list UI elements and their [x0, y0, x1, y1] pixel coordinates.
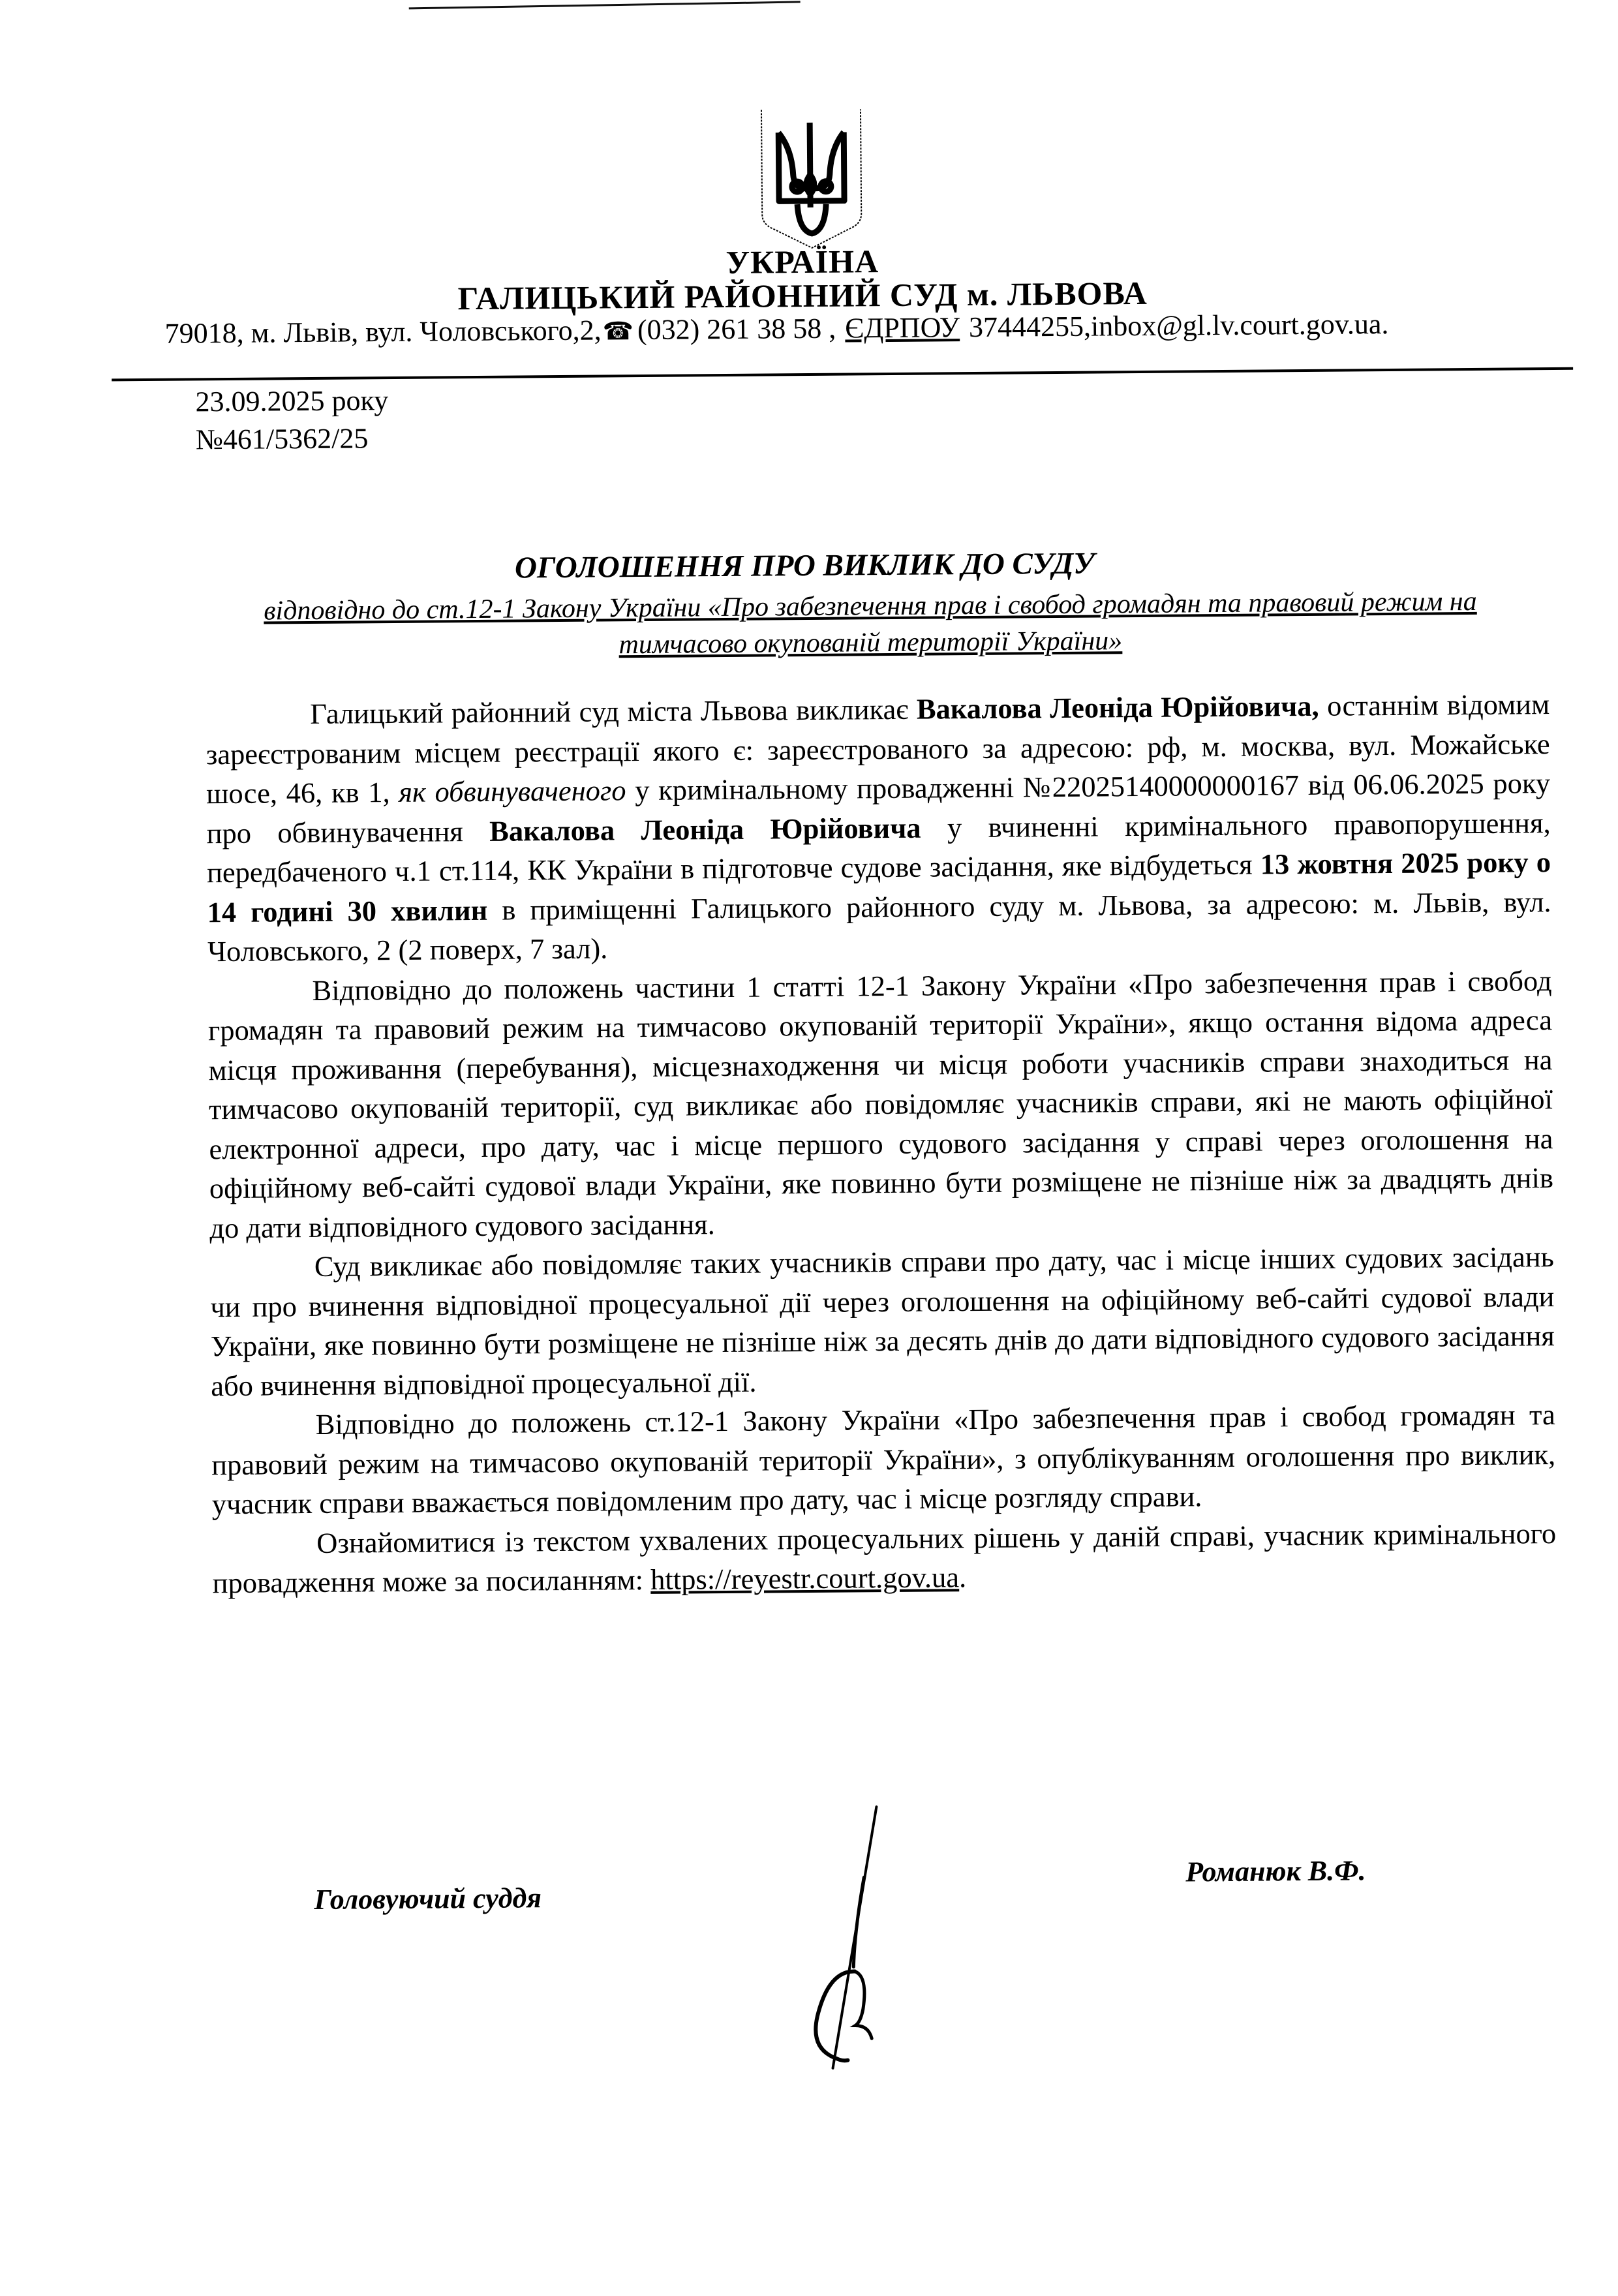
text-fragment: в приміщенні Галицького районного суду м. Львова, за адресою: м. Львів, вул. Чоловського, 2 (2 поверх, 7 зал).: [207, 885, 1551, 968]
document-meta: [195, 382, 389, 459]
accused-name: Вакалова Леоніда Юрійовича,: [916, 689, 1319, 726]
paragraph-notification-effect: Відповідно до положень ст.12-1 Закону України «Про забезпечення прав і свобод громадян та правовий режим на тимчасово окупованій території України», з опублікуванням оголошення про виклик, учасник справи вважається повідомленим про дату, час і місце розгляду справи.: [211, 1398, 1556, 1521]
outgoing-number: №461/5362/25: [195, 422, 369, 456]
phone-icon: ☎: [602, 318, 634, 346]
notice-legal-basis: відповідно до ст.12-1 Закону України «Про забезпечення прав і свобод громадян та правовий режим на тимчасово окупованій території України»: [264, 586, 1477, 660]
text-fragment: останнім відомим зареєстрованим місцем реєстрації якого є: зареєстрованого за адресою: рф, м. москва, вул. Можайське шосе, 46, кв 1,: [206, 688, 1550, 810]
scan-edge-line: [409, 1, 801, 9]
paragraph-summons: [206, 684, 1551, 972]
court-name-heading: ГАЛИЦЬКИЙ РАЙОННИЙ СУД м. ЛЬВОВА: [457, 274, 1148, 317]
accused-name: Вакалова Леоніда Юрійовича: [489, 811, 921, 848]
signer-position: Головуючий суддя: [314, 1882, 542, 1916]
edrpou-label: ЄДРПОУ: [845, 311, 960, 344]
court-address: 79018, м. Львів, вул. Чоловського,2,: [164, 314, 602, 350]
notice-body: [206, 684, 1557, 1603]
court-phone: (032) 261 38 58 ,: [637, 312, 836, 346]
registry-link[interactable]: https://reyestr.court.gov.ua: [650, 1561, 960, 1596]
handwritten-signature-icon: [736, 1800, 934, 2075]
text-fragment: .: [958, 1561, 967, 1594]
paragraph-legal-basis: Відповідно до положень частини 1 статті 12-1 Закону України «Про забезпечення прав і свобод громадян та правовий режим на тимчасово окупованій території України», якщо остання відома адреса місця проживання (перебування), місцезнаходження чи місця роботи учасників справи знаходиться на тимчасово окупованій території, суд викликає або повідомляє учасників справи, які не мають офіційної електронної адреси, про дату, час і місце першого судового засідання у справі через оголошення на офіційному веб-сайті судової влади України, яке повинно бути розміщене не пізніше ніж за двадцять днів до дати відповідного судового засідання.: [207, 964, 1554, 1244]
text-fragment: Ознайомитися із текстом ухвалених процесуальних рішень у даній справі, учасник кримінального провадження може за посиланням:: [212, 1516, 1557, 1600]
header-divider: [112, 367, 1573, 382]
text-fragment: Галицький районний суд міста Львова викликає: [310, 692, 917, 730]
paragraph-other-hearings: Суд викликає або повідомляє таких учасників справи про дату, час і місце інших судових засідань чи про вчинення відповідної процесуальної дії через оголошення на офіційному веб-сайті судової влади України, яке повинно бути розміщене не пізніше ніж за десять днів до дати відповідного судового засідання або вчинення відповідної процесуальної дії.: [210, 1240, 1555, 1402]
text-fragment: у вчиненні кримінального правопорушення, передбаченого ч.1 ст.114, КК України в підготовче судове засідання, яке відбудеться: [206, 806, 1551, 889]
hearing-datetime: 13 жовтня 2025 року о 14 годині 30 хвилин: [207, 846, 1551, 928]
text-fragment: у кримінальному провадженні №22025140000000167 від 06.06.2025 року про обвинувачення: [206, 767, 1551, 850]
signer-name: Романюк В.Ф.: [1185, 1854, 1366, 1888]
paragraph-registry-link: [212, 1514, 1557, 1603]
document-date: 23.09.2025 року: [195, 384, 389, 418]
tryzub-coat-of-arms-icon: [759, 109, 864, 250]
procedural-role: як обвинуваченого: [399, 774, 626, 808]
country-heading: УКРАЇНА: [725, 243, 879, 281]
notice-title: ОГОЛОШЕННЯ ПРО ВИКЛИК ДО СУДУ: [514, 546, 1095, 585]
edrpou-and-email: 37444255,inbox@gl.lv.court.gov.ua.: [968, 307, 1389, 344]
